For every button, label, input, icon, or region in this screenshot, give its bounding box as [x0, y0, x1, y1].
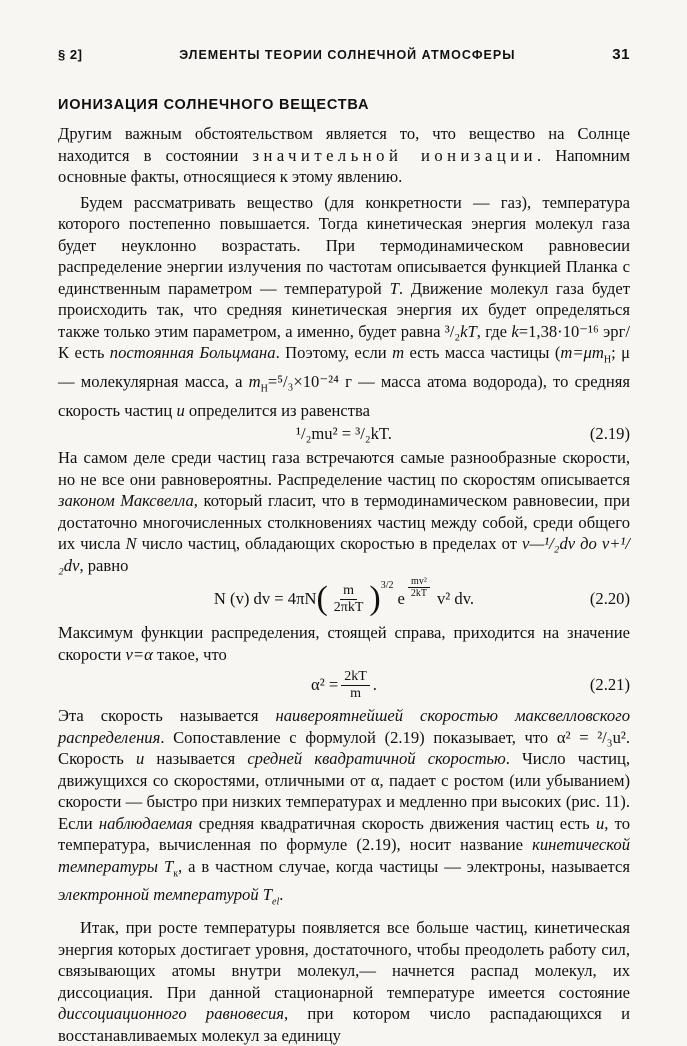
eq-2-20-fraction: $\frac{m}{\text{2πkT}}$: [333, 582, 364, 615]
eq-2-21-lhs: α² =: [311, 675, 339, 695]
running-title: ЭЛЕМЕНТЫ ТЕОРИИ СОЛНЕЧНОЙ АТМОСФЕРЫ: [179, 48, 516, 62]
eq-2-20-number: (2.20): [589, 589, 630, 609]
paragraph-2: Будем рассматривать вещество (для конкретности — газ), температура которого постепенно повышается. Тогда кинетическая энергия молекул газа будет неуклонно возрастать. При термодинамическом равновесии распределение энергии излучения по частотам описывается функцией Планка с единственным параметром — температурой T. Движение молекул газа будет происходить так, что средняя кинетическая энергия их будет определяться также только этим параметром, а именно, будет равна ³/₂kT, где k=1,38·10⁻¹⁶ эрг/К есть постоянная Больцмана. Поэтому, если m есть масса частицы ($m=\mu m_H$; μ — молекулярная масса, а $m_H=^5/_3\times 10^{-24}$ г — масса атома водорода), то средняя скорость частиц u определится из равенства: [58, 192, 630, 420]
paragraph-3: На самом деле среди частиц газа встречаются самые разнообразные скорости, но не все они равновероятны. Распределение частиц по скоростям описывается законом Максвелла, который гласит, что в термодинамическом равновесии, при достаточно многочисленных столкновениях частиц между собой, среди общего их числа N число частиц, обладающих скоростью в пределах от v—¹/₂dv до v+¹/₂dv, равно: [58, 448, 630, 575]
paragraph-6: Итак, при росте температуры появляется все больше частиц, кинетическая энергия которых достигает уровня, достаточного, чтобы преодолеть работу сил, связывающих атомы внутри молекул,— начнется распад молекул, их диссоциация. При данной стационарной температуре имеется состояние диссоциационного равновесия, при котором число распадающихся и восстанавливаемых молекул за единицу: [58, 918, 630, 1045]
eq-2-19-number: (2.19): [589, 424, 630, 444]
paragraph-4: Максимум функции распределения, стоящей справа, приходится на значение скорости v=α такое, что: [58, 623, 630, 664]
section-title: ИОНИЗАЦИЯ СОЛНЕЧНОГО ВЕЩЕСТВА: [58, 97, 370, 113]
eq-2-19-body: ¹/₂mu² = ³/₂kT.: [296, 424, 392, 444]
book-page: [58, 46, 630, 1046]
equation-2-21: α² = $\frac{2kT}{m}$ . (2.21): [311, 668, 630, 701]
eq-2-21-number: (2.21): [589, 675, 630, 695]
running-header: [58, 46, 630, 63]
eq-2-20-exponent: $\frac{\text{mv²}}{2kT}$: [408, 576, 430, 599]
paragraph-1: Другим важным обстоятельством является то, что вещество на Солнце находится в состоянии значительной ионизации. Напомним основные факты, относящиеся к этому явлению.: [58, 124, 630, 186]
paragraph-5: Эта скорость называется наивероятнейшей скоростью максвелловского распределения. Сопоставление с формулой (2.19) показывает, что α² = ²/₃u². Скорость u называется средней квадратичной скоростью. Число частиц, движущихся со скоростями, отличными от α, падает с ростом (или убыванием) скорости — быстро при низких температурах и медленно при высоких (рис. 11). Если наблюдаемая средняя квадратичная скорость движения частиц есть u, то температура, вычисленная по формуле (2.19), носит название кинетической температуры $T_к$, а в частном случае, когда частицы — электроны, называется электронной температурой $T_{el}$.: [58, 706, 630, 908]
page-number: 31: [612, 46, 630, 63]
eq-2-20-tail: v² dv.: [437, 589, 475, 609]
eq-2-21-fraction: $\frac{2kT}{m}$: [341, 669, 370, 702]
section-ref: § 2]: [58, 47, 83, 62]
eq-2-20-lhs: N (v) dv = 4πN: [213, 589, 317, 609]
equation-2-20: N (v) dv = 4πN ( $\frac{m}{\text{2πkT}}$ ) $^{3/2}$ e $\frac{\text{mv²}}{2kT}$ v² dv. (2.20): [213, 576, 630, 618]
equation-2-19: [58, 421, 630, 447]
